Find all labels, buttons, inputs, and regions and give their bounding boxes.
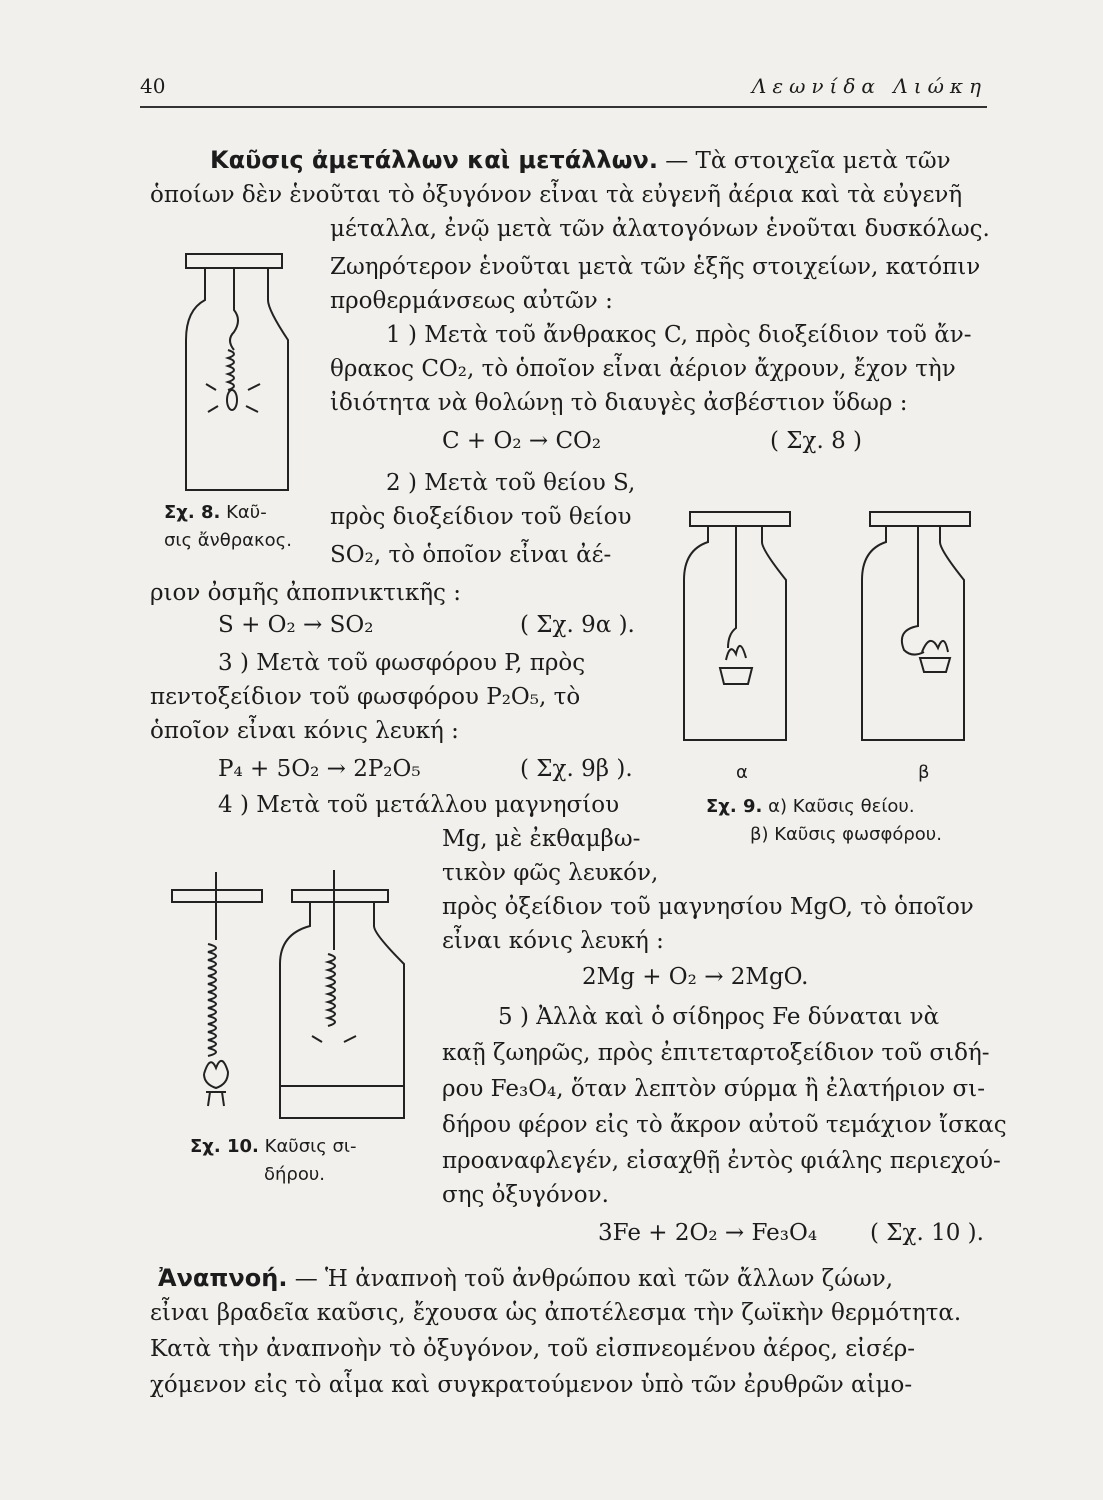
- paragraph-line: ὁποίων δὲν ἑνοῦται τὸ ὀξυγόνον εἶναι τὰ εὐγενῆ ἀέρια καὶ τὰ εὐγενῆ: [150, 182, 963, 208]
- paragraph-line: SO₂, τὸ ὁποῖον εἶναι ἀέ-: [330, 542, 612, 568]
- paragraph-line: χόμενον εἰς τὸ αἷμα καὶ συγκρατούμενον ὑπὸ τῶν ἐρυθρῶν αἱμο-: [150, 1372, 913, 1398]
- paragraph-line: 3 ) Μετὰ τοῦ φωσφόρου P, πρὸς: [218, 650, 586, 676]
- bottle: [186, 268, 288, 490]
- holder: [222, 1092, 224, 1106]
- wire: [230, 268, 238, 350]
- stopper: [186, 254, 282, 268]
- figure-number: Σχ. 10.: [190, 1136, 259, 1157]
- flame: [726, 646, 746, 660]
- spark: [206, 384, 216, 390]
- spoon-handle: [728, 526, 736, 648]
- paragraph-line: Mg, μὲ ἐκθαμβω-: [442, 826, 641, 852]
- paragraph-line: ὁποῖον εἶναι κόνις λευκή :: [150, 718, 459, 744]
- figure-9b-illustration: [848, 508, 988, 748]
- equation: C + O₂ → CO₂: [442, 428, 602, 454]
- paragraph-line: [158, 1266, 893, 1291]
- spiral-wire: [208, 944, 216, 1056]
- equation-ref: ( Σχ. 10 ).: [870, 1220, 984, 1246]
- paragraph-line: τικὸν φῶς λευκόν,: [442, 860, 659, 886]
- stopper: [870, 512, 970, 526]
- section-title: Ἀναπνοή.: [158, 1264, 288, 1292]
- bottle: [862, 526, 964, 740]
- paragraph-line: πρὸς ὀξείδιον τοῦ μαγνησίου MgO, τὸ ὁποῖον: [442, 894, 974, 920]
- flame: [922, 641, 948, 652]
- figure-caption: [706, 796, 915, 817]
- paragraph-line: ρου Fe₃O₄, ὅταν λεπτὸν σύρμα ἢ ἐλατήριον σι-: [442, 1076, 985, 1102]
- paragraph-line: θρακος CO₂, τὸ ὁποῖον εἶναι ἀέριον ἄχρουν, ἔχον τὴν: [330, 356, 956, 382]
- equation-ref: ( Σχ. 8 ): [770, 428, 863, 454]
- paragraph-line: Κατὰ τὴν ἀναπνοὴν τὸ ὀξυγόνον, τοῦ εἰσπνεομένου ἀέρος, εἰσέρ-: [150, 1336, 916, 1362]
- figure-10-illustration: [168, 870, 418, 1120]
- caption-text: Καῦ-: [226, 502, 267, 523]
- flame: [204, 1061, 228, 1088]
- paragraph-line: πεντοξείδιον τοῦ φωσφόρου P₂O₅, τὸ: [150, 684, 581, 710]
- paragraph-line: πρὸς διοξείδιον τοῦ θείου: [330, 504, 632, 530]
- paragraph-line: ριον ὀσμῆς ἀποπνικτικῆς :: [150, 580, 461, 606]
- caption-text: δήρου.: [264, 1164, 325, 1185]
- figure-caption: [164, 502, 267, 523]
- text-run: — Ἡ ἀναπνοὴ τοῦ ἀνθρώπου καὶ τῶν ἄλλων ζώων,: [294, 1266, 894, 1292]
- spiral-wire: [328, 954, 335, 1026]
- spoon-handle: [902, 526, 924, 655]
- caption-text: β) Καῦσις φωσφόρου.: [750, 824, 942, 845]
- figure-9a-illustration: [670, 508, 810, 748]
- paragraph-line: μέταλλα, ἐνῷ μετὰ τῶν ἀλατογόνων ἑνοῦται δυσκόλως.: [330, 216, 990, 242]
- caption-text: α) Καῦσις θείου.: [768, 796, 915, 817]
- paragraph-line: δήρου φέρον εἰς τὸ ἄκρον αὐτοῦ τεμάχιον ἴσκας: [442, 1112, 1007, 1138]
- paragraph-line: εἶναι βραδεῖα καῦσις, ἔχουσα ὡς ἀποτέλεσμα τὴν ζωϊκὴν θερμότητα.: [150, 1300, 962, 1326]
- header-rule: [140, 106, 987, 108]
- paragraph-line: 2 ) Μετὰ τοῦ θείου S,: [386, 470, 636, 496]
- spark: [248, 384, 260, 390]
- text-run: — Τὰ στοιχεῖα μετὰ τῶν: [665, 148, 951, 174]
- running-title: Λεωνίδα Λιώκη: [751, 74, 987, 98]
- spoon-cup: [920, 658, 950, 672]
- paragraph-line: σης ὀξυγόνον.: [442, 1182, 609, 1208]
- paragraph-line: 1 ) Μετὰ τοῦ ἄνθρακος C, πρὸς διοξείδιον τοῦ ἄν-: [386, 322, 972, 348]
- charcoal-coil: [228, 350, 234, 390]
- paragraph-line: προθερμάνσεως αὐτῶν :: [330, 288, 613, 314]
- figure-number: Σχ. 8.: [164, 502, 221, 523]
- equation-ref: ( Σχ. 9β ).: [520, 756, 633, 782]
- paragraph-line: 5 ) Ἀλλὰ καὶ ὁ σίδηρος Fe δύναται νὰ: [498, 1004, 940, 1030]
- paragraph-line: [210, 148, 951, 173]
- equation: S + O₂ → SO₂: [218, 612, 374, 638]
- spark: [246, 406, 258, 412]
- holder: [208, 1092, 210, 1106]
- spark: [312, 1036, 322, 1042]
- stopper: [690, 512, 790, 526]
- paragraph-line: Ζωηρότερον ἑνοῦται μετὰ τῶν ἑξῆς στοιχείων, κατόπιν: [330, 254, 981, 280]
- paragraph-line: εἶναι κόνις λευκή :: [442, 928, 664, 954]
- figure-number: Σχ. 9.: [706, 796, 763, 817]
- caption-text: Καῦσις σι-: [264, 1136, 357, 1157]
- spark: [344, 1036, 356, 1042]
- paragraph-line: προαναφλεγέν, εἰσαχθῇ ἐντὸς φιάλης περιεχού-: [442, 1148, 1001, 1174]
- charcoal-piece: [227, 390, 237, 410]
- stopper: [292, 890, 388, 902]
- paragraph-line: 4 ) Μετὰ τοῦ μετάλλου μαγνησίου: [218, 792, 620, 818]
- figure-label-a: α: [736, 762, 748, 783]
- figure-label-b: β: [918, 762, 930, 783]
- equation-ref: ( Σχ. 9α ).: [520, 612, 635, 638]
- paragraph-line: καῇ ζωηρῶς, πρὸς ἐπιτεταρτοξείδιον τοῦ σιδή-: [442, 1040, 990, 1066]
- page-number: 40: [140, 74, 166, 98]
- figure-caption: [190, 1136, 357, 1157]
- equation: P₄ + 5O₂ → 2P₂O₅: [218, 756, 421, 782]
- figure-8-illustration: [170, 250, 330, 500]
- spoon-cup: [720, 668, 752, 684]
- section-title: Καῦσις ἀμετάλλων καὶ μετάλλων.: [210, 146, 658, 174]
- caption-text: σις ἄνθρακος.: [164, 530, 292, 551]
- equation: 3Fe + 2O₂ → Fe₃O₄: [598, 1220, 818, 1246]
- equation: 2Mg + O₂ → 2MgO.: [582, 964, 809, 990]
- paragraph-line: ἰδιότητα νὰ θολώνῃ τὸ διαυγὲς ἀσβέστιον ὕδωρ :: [330, 390, 908, 416]
- spark: [208, 406, 218, 412]
